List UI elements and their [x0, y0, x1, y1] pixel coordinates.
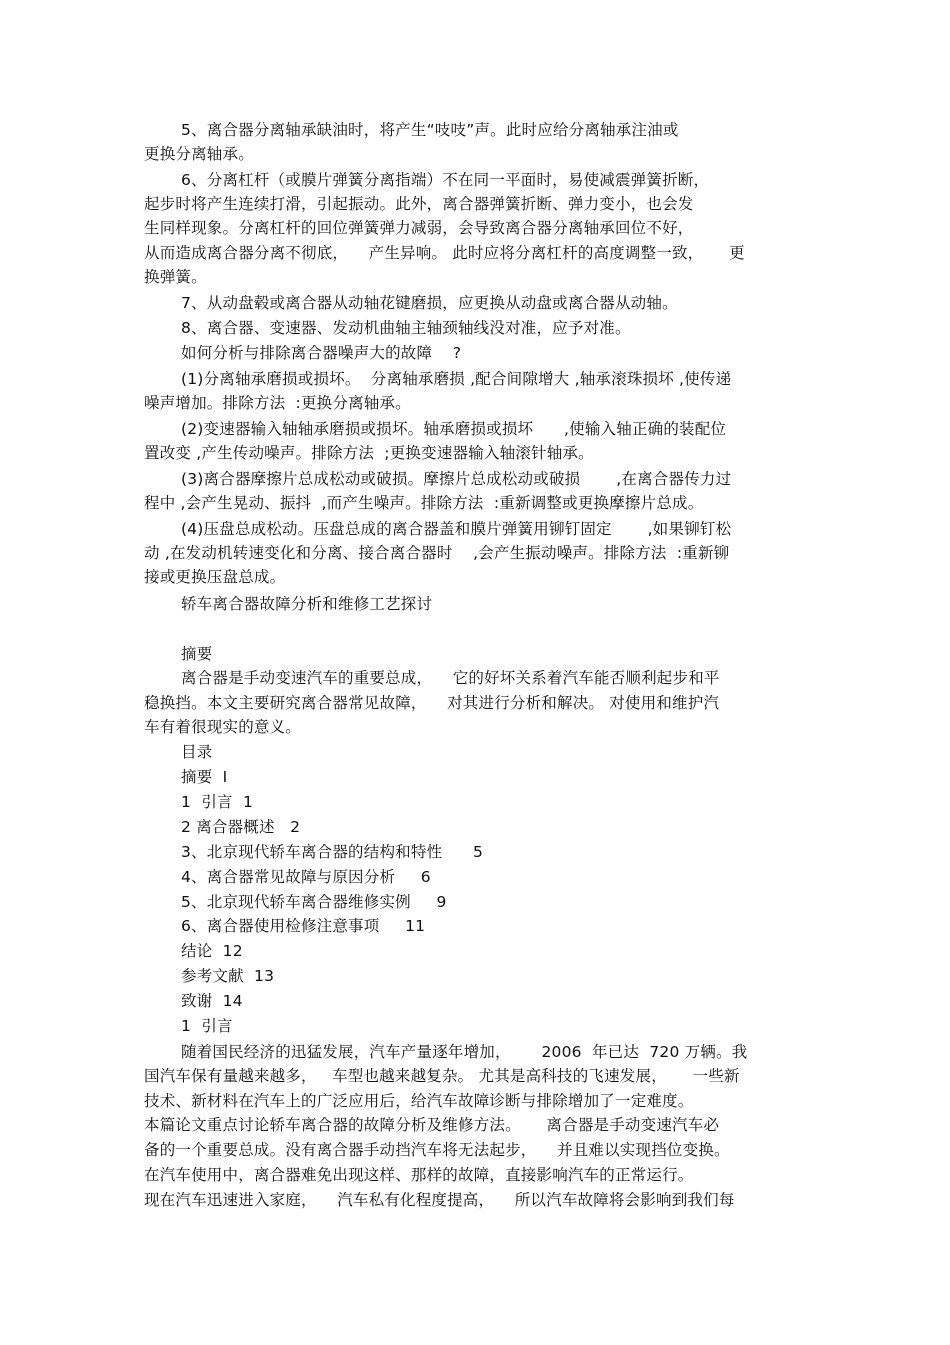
text-line: 现在汽车迅速进入家庭， 汽车私有化程度提高， 所以汽车故障将会影响到我们每 [144, 1191, 735, 1209]
toc-entry: 3、北京现代轿车离合器的结构和特性 5 [181, 843, 484, 861]
text-line: (4)压盘总成松动。压盘总成的离合器盖和膜片弹簧用铆钉固定 ,如果铆钉松 [181, 520, 732, 538]
paper-title: 轿车离合器故障分析和维修工艺探讨 [181, 595, 433, 613]
text-line: 6、分离杠杆（或膜片弹簧分离指端）不在同一平面时，易使减震弹簧折断， [181, 171, 710, 189]
section-heading: 1 引言 [181, 1017, 233, 1035]
text-line: 接或更换压盘总成。 [144, 568, 286, 586]
toc-entry: 2 离合器概述 2 [181, 818, 301, 836]
text-line: 程中 ,会产生晃动、振抖 ,而产生噪声。排除方法 :重新调整或更换摩擦片总成。 [144, 494, 704, 512]
text-line: 8、离合器、变速器、发动机曲轴主轴颈轴线没对准，应予对准。 [181, 319, 631, 337]
text-line: 5、离合器分离轴承缺油时，将产生“吱吱”声。此时应给分离轴承注油或 [181, 121, 679, 139]
toc-entry: 1 引言 1 [181, 793, 254, 811]
toc-heading: 目录 [181, 743, 213, 761]
text-line: 本篇论文重点讨论轿车离合器的故障分析及维修方法。 离合器是手动变速汽车必 [144, 1116, 720, 1134]
text-line: 车有着很现实的意义。 [144, 718, 302, 736]
toc-entry: 致谢 14 [181, 992, 243, 1010]
text-line: 备的一个重要总成。没有离合器手动挡汽车将无法起步， 并且难以实现挡位变换。 [144, 1141, 730, 1159]
text-line: 国汽车保有量越来越多， 车型也越来越复杂。 尤其是高科技的飞速发展， 一些新 [144, 1067, 740, 1085]
text-line: (1)分离轴承磨损或损坏。 分离轴承磨损 ,配合间隙增大 ,轴承滚珠损坏 ,使传递 [181, 370, 732, 388]
text-line: 稳换挡。本文主要研究离合器常见故障， 对其进行分析和解决。 对使用和维护汽 [144, 694, 720, 712]
toc-entry: 摘要 I [181, 768, 228, 786]
abstract-heading: 摘要 [181, 645, 213, 663]
text-line: 随着国民经济的迅猛发展，汽车产量逐年增加， 2006 年已达 720 万辆。我 [181, 1043, 748, 1061]
text-line: 动 ,在发动机转速变化和分离、接合离合器时 ,会产生振动噪声。排除方法 :重新铆 [144, 544, 730, 562]
text-line: 换弹簧。 [144, 268, 207, 286]
toc-entry: 6、离合器使用检修注意事项 11 [181, 917, 426, 935]
text-line: 7、从动盘毂或离合器从动轴花键磨损，应更换从动盘或离合器从动轴。 [181, 294, 678, 312]
text-line: (3)离合器摩擦片总成松动或破损。摩擦片总成松动或破损 ,在离合器传力过 [181, 470, 732, 488]
text-line: (2)变速器输入轴轴承磨损或损坏。轴承磨损或损坏 ,使输入轴正确的装配位 [181, 420, 727, 438]
toc-entry: 4、离合器常见故障与原因分析 6 [181, 868, 431, 886]
text-line: 离合器是手动变速汽车的重要总成， 它的好坏关系着汽车能否顺利起步和平 [181, 669, 720, 687]
text-line: 从而造成离合器分离不彻底， 产生异响。 此时应将分离杠杆的高度调整一致， 更 [144, 244, 745, 262]
toc-entry: 5、北京现代轿车离合器维修实例 9 [181, 893, 447, 911]
text-line: 技术、新材料在汽车上的广泛应用后，给汽车故障诊断与排除增加了一定难度。 [144, 1092, 694, 1110]
toc-entry: 结论 12 [181, 942, 243, 960]
text-line: 噪声增加。排除方法 :更换分离轴承。 [144, 394, 411, 412]
section-heading: 如何分析与排除离合器噪声大的故障 ? [181, 344, 462, 362]
text-line: 置改变 ,产生传动噪声。排除方法 ;更换变速器输入轴滚针轴承。 [144, 444, 594, 462]
toc-entry: 参考文献 13 [181, 967, 275, 985]
text-line: 生同样现象。分离杠杆的回位弹簧弹力减弱，会导致离合器分离轴承回位不好， [144, 219, 694, 237]
text-line: 起步时将产生连续打滑，引起振动。此外，离合器弹簧折断、弹力变小，也会发 [144, 195, 694, 213]
text-line: 更换分离轴承。 [144, 145, 254, 163]
text-line: 在汽车使用中，离合器难免出现这样、那样的故障，直接影响汽车的正常运行。 [144, 1166, 694, 1184]
